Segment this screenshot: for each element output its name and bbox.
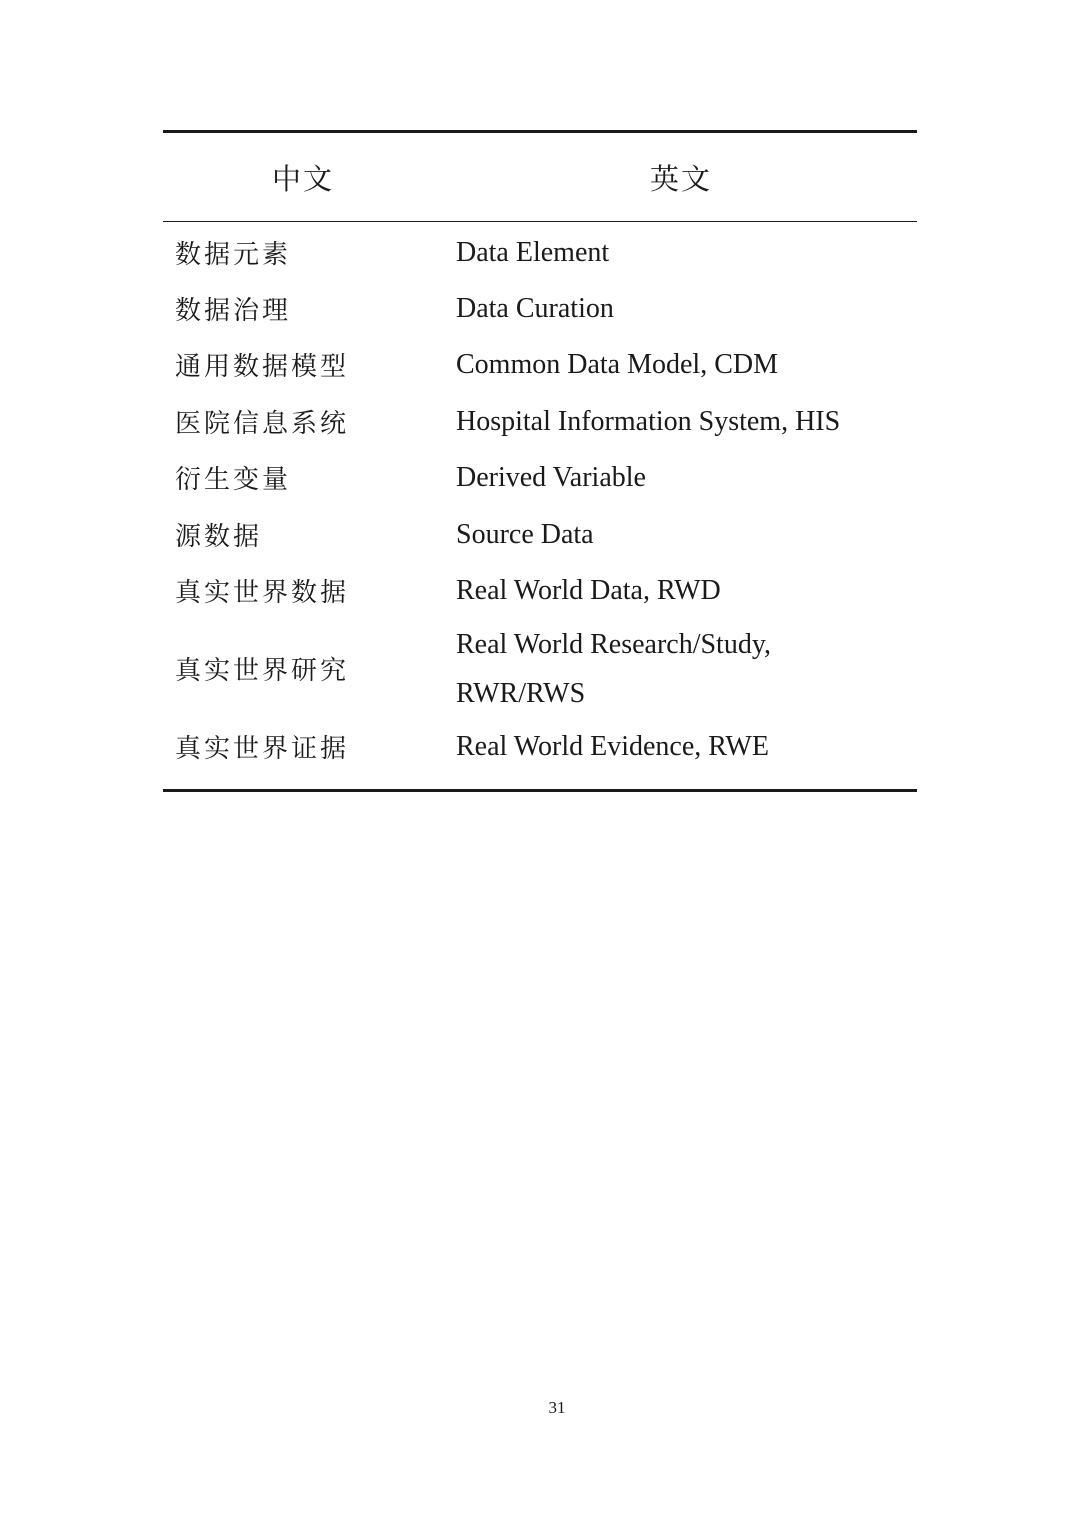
- term-english: [456, 619, 771, 719]
- table-row: [163, 337, 917, 393]
- term-chinese: 数据治理: [175, 296, 292, 327]
- table-body: [163, 222, 917, 789]
- table-header-row: [163, 133, 917, 221]
- term-chinese: 医院信息系统: [175, 408, 350, 439]
- term-chinese: 真实世界数据: [175, 578, 350, 609]
- term-english: Real World Evidence, RWE: [456, 731, 769, 763]
- term-chinese: 源数据: [175, 521, 263, 552]
- table-bottom-rule: [163, 789, 917, 792]
- table-row: [163, 224, 917, 280]
- term-english: Common Data Model, CDM: [456, 349, 778, 381]
- term-english: Data Curation: [456, 293, 614, 325]
- term-english: Derived Variable: [456, 462, 646, 494]
- table-row: [163, 719, 917, 775]
- term-english: Data Element: [456, 236, 610, 268]
- page-number: 31: [548, 1398, 566, 1417]
- term-chinese: 通用数据模型: [175, 352, 350, 383]
- term-chinese: 真实世界证据: [175, 734, 350, 765]
- term-chinese: 衍生变量: [175, 465, 292, 496]
- term-english: Source Data: [456, 518, 594, 550]
- table-row: [163, 450, 917, 506]
- table-row: [163, 562, 917, 618]
- term-chinese: 真实世界研究: [175, 656, 350, 687]
- glossary-table: [163, 130, 917, 792]
- header-chinese: 中文: [271, 162, 334, 196]
- term-english: Real World Data, RWD: [456, 575, 721, 607]
- table-row: [163, 506, 917, 562]
- term-english-line-1: Real World Research/Study,: [456, 628, 772, 660]
- term-english: Hospital Information System, HIS: [456, 405, 841, 437]
- term-english-line-2: RWR/RWS: [456, 677, 586, 709]
- table-row: [163, 280, 917, 336]
- term-chinese: 数据元素: [175, 239, 292, 270]
- header-english: 英文: [649, 162, 712, 196]
- table-row: [163, 393, 917, 449]
- table-row: [163, 619, 917, 719]
